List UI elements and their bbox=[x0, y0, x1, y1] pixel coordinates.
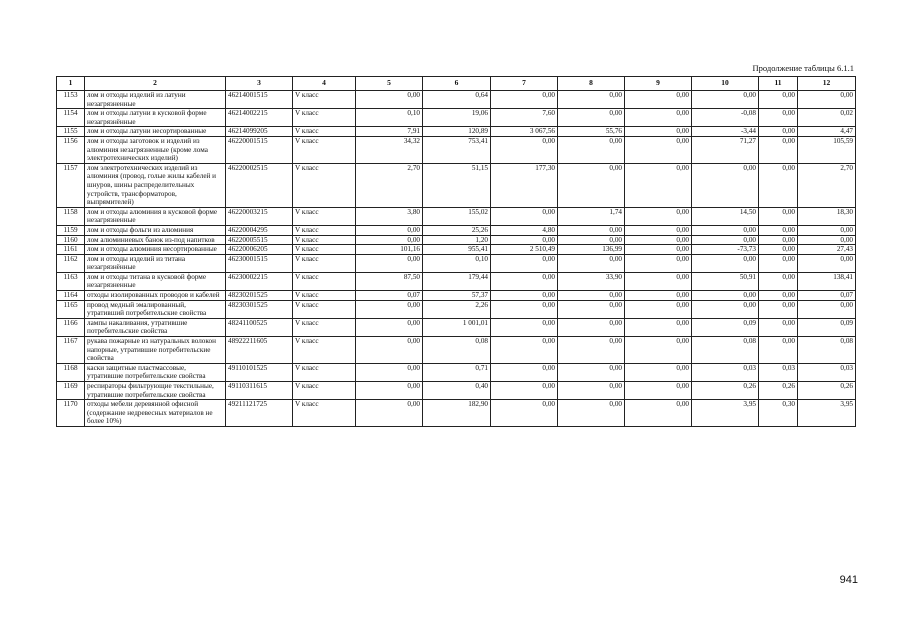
row-number: 1165 bbox=[57, 300, 85, 318]
value-cell: 87,50 bbox=[356, 272, 423, 290]
value-cell: 2 510,49 bbox=[491, 245, 558, 255]
value-cell: 34,32 bbox=[356, 136, 423, 163]
value-cell: 0,00 bbox=[759, 163, 798, 207]
waste-name: лом электротехнических изделий из алюминия (провод, голые жилы кабелей и шнуров, шины распределительных устройств, трансформаторов, выпрямителей) bbox=[85, 163, 226, 207]
waste-name: лом и отходы изделий из титана незагрязнённые bbox=[85, 254, 226, 272]
value-cell: 0,10 bbox=[423, 254, 491, 272]
value-cell: 120,89 bbox=[423, 127, 491, 137]
waste-name: лом и отходы изделий из латуни незагрязненные bbox=[85, 91, 226, 109]
waste-name: лом и отходы заготовок и изделий из алюминия незагрязненные (кроме лома электротехнических изделий) bbox=[85, 136, 226, 163]
hazard-class: V класс bbox=[293, 400, 356, 427]
value-cell: 955,41 bbox=[423, 245, 491, 255]
hazard-class: V класс bbox=[293, 291, 356, 301]
table-row bbox=[57, 207, 856, 225]
value-cell: 0,00 bbox=[558, 300, 625, 318]
value-cell: 0,00 bbox=[356, 225, 423, 235]
waste-code: 48230201525 bbox=[226, 291, 293, 301]
value-cell: 0,00 bbox=[692, 254, 759, 272]
value-cell: 2,70 bbox=[356, 163, 423, 207]
value-cell: 0,00 bbox=[558, 225, 625, 235]
value-cell: 18,30 bbox=[798, 207, 856, 225]
value-cell: 0,00 bbox=[759, 91, 798, 109]
value-cell: 0,00 bbox=[558, 400, 625, 427]
row-number: 1167 bbox=[57, 337, 85, 364]
value-cell: 0,00 bbox=[491, 337, 558, 364]
waste-name: лом и отходы алюминия несортированные bbox=[85, 245, 226, 255]
value-cell: 0,00 bbox=[759, 318, 798, 336]
value-cell: 0,00 bbox=[491, 300, 558, 318]
waste-name: лампы накаливания, утратившие потребительские свойства bbox=[85, 318, 226, 336]
value-cell: 0,00 bbox=[625, 225, 692, 235]
hazard-class: V класс bbox=[293, 207, 356, 225]
table-caption: Продолжение таблицы 6.1.1 bbox=[752, 63, 854, 73]
row-number: 1168 bbox=[57, 363, 85, 381]
waste-code: 46220006205 bbox=[226, 245, 293, 255]
value-cell: 138,41 bbox=[798, 272, 856, 290]
value-cell: 0,00 bbox=[625, 109, 692, 127]
hazard-class: V класс bbox=[293, 337, 356, 364]
waste-code: 48230301525 bbox=[226, 300, 293, 318]
value-cell: 19,06 bbox=[423, 109, 491, 127]
value-cell: 0,00 bbox=[625, 91, 692, 109]
value-cell: 0,00 bbox=[692, 91, 759, 109]
value-cell: 0,00 bbox=[558, 91, 625, 109]
waste-code: 46220004295 bbox=[226, 225, 293, 235]
column-header: 6 bbox=[423, 77, 491, 91]
waste-name: отходы изолированных проводов и кабелей bbox=[85, 291, 226, 301]
value-cell: 0,00 bbox=[491, 91, 558, 109]
value-cell: 0,00 bbox=[356, 235, 423, 245]
value-cell: 3 067,56 bbox=[491, 127, 558, 137]
table-body bbox=[57, 91, 856, 427]
value-cell: 4,80 bbox=[491, 225, 558, 235]
table-row bbox=[57, 235, 856, 245]
value-cell: 7,91 bbox=[356, 127, 423, 137]
value-cell: 0,00 bbox=[625, 363, 692, 381]
table-row bbox=[57, 337, 856, 364]
value-cell: 0,00 bbox=[625, 235, 692, 245]
value-cell: 0,00 bbox=[558, 363, 625, 381]
value-cell: 0,08 bbox=[798, 337, 856, 364]
value-cell: 0,00 bbox=[759, 272, 798, 290]
table-row bbox=[57, 300, 856, 318]
value-cell: 71,27 bbox=[692, 136, 759, 163]
value-cell: 57,37 bbox=[423, 291, 491, 301]
row-number: 1162 bbox=[57, 254, 85, 272]
hazard-class: V класс bbox=[293, 235, 356, 245]
value-cell: 7,60 bbox=[491, 109, 558, 127]
value-cell: 50,91 bbox=[692, 272, 759, 290]
waste-name: лом и отходы титана в кусковой форме незагрязненные bbox=[85, 272, 226, 290]
value-cell: 0,00 bbox=[625, 207, 692, 225]
waste-code: 46214002215 bbox=[226, 109, 293, 127]
value-cell: 0,00 bbox=[798, 300, 856, 318]
column-header: 12 bbox=[798, 77, 856, 91]
column-header: 8 bbox=[558, 77, 625, 91]
value-cell: 1 001,01 bbox=[423, 318, 491, 336]
column-header: 10 bbox=[692, 77, 759, 91]
value-cell: 1,74 bbox=[558, 207, 625, 225]
value-cell: 0,00 bbox=[491, 318, 558, 336]
value-cell: 0,00 bbox=[356, 363, 423, 381]
waste-code: 49110101525 bbox=[226, 363, 293, 381]
value-cell: 0,00 bbox=[356, 382, 423, 400]
value-cell: -0,08 bbox=[692, 109, 759, 127]
value-cell: 0,00 bbox=[759, 291, 798, 301]
waste-name: лом и отходы фольги из алюминия bbox=[85, 225, 226, 235]
value-cell: 0,00 bbox=[558, 254, 625, 272]
value-cell: 0,00 bbox=[759, 254, 798, 272]
waste-name: рукава пожарные из натуральных волокон напорные, утратившие потребительские свойства bbox=[85, 337, 226, 364]
table-row bbox=[57, 127, 856, 137]
value-cell: 0,00 bbox=[491, 291, 558, 301]
hazard-class: V класс bbox=[293, 225, 356, 235]
column-header: 2 bbox=[85, 77, 226, 91]
value-cell: 0,00 bbox=[491, 136, 558, 163]
table-row bbox=[57, 382, 856, 400]
table-row bbox=[57, 363, 856, 381]
waste-code: 46220003215 bbox=[226, 207, 293, 225]
value-cell: 0,00 bbox=[759, 245, 798, 255]
table-row bbox=[57, 272, 856, 290]
table-row bbox=[57, 254, 856, 272]
value-cell: 177,30 bbox=[491, 163, 558, 207]
value-cell: 182,90 bbox=[423, 400, 491, 427]
header-row bbox=[57, 77, 856, 91]
table-row bbox=[57, 91, 856, 109]
value-cell: 0,00 bbox=[558, 318, 625, 336]
column-header: 5 bbox=[356, 77, 423, 91]
value-cell: 0,00 bbox=[692, 235, 759, 245]
value-cell: 0,03 bbox=[759, 363, 798, 381]
hazard-class: V класс bbox=[293, 300, 356, 318]
hazard-class: V класс bbox=[293, 382, 356, 400]
value-cell: 0,26 bbox=[692, 382, 759, 400]
value-cell: 3,80 bbox=[356, 207, 423, 225]
column-header: 11 bbox=[759, 77, 798, 91]
waste-name: лом и отходы латуни несортированные bbox=[85, 127, 226, 137]
value-cell: 0,00 bbox=[759, 127, 798, 137]
waste-name: респираторы фильтрующие текстильные, утратившие потребительские свойства bbox=[85, 382, 226, 400]
value-cell: 0,00 bbox=[625, 136, 692, 163]
value-cell: 0,00 bbox=[625, 400, 692, 427]
value-cell: 27,43 bbox=[798, 245, 856, 255]
value-cell: 0,00 bbox=[798, 225, 856, 235]
value-cell: 179,44 bbox=[423, 272, 491, 290]
table-row bbox=[57, 109, 856, 127]
row-number: 1170 bbox=[57, 400, 85, 427]
value-cell: 0,00 bbox=[759, 235, 798, 245]
row-number: 1164 bbox=[57, 291, 85, 301]
waste-code: 46230001515 bbox=[226, 254, 293, 272]
column-header: 4 bbox=[293, 77, 356, 91]
value-cell: 0,26 bbox=[759, 382, 798, 400]
value-cell: 14,50 bbox=[692, 207, 759, 225]
row-number: 1160 bbox=[57, 235, 85, 245]
value-cell: -3,44 bbox=[692, 127, 759, 137]
data-table bbox=[56, 76, 856, 427]
value-cell: 0,30 bbox=[759, 400, 798, 427]
value-cell: 0,00 bbox=[491, 207, 558, 225]
value-cell: 0,00 bbox=[625, 127, 692, 137]
value-cell: 33,90 bbox=[558, 272, 625, 290]
value-cell: 0,00 bbox=[356, 318, 423, 336]
row-number: 1169 bbox=[57, 382, 85, 400]
value-cell: 0,00 bbox=[558, 382, 625, 400]
value-cell: 0,00 bbox=[798, 254, 856, 272]
page-number: 941 bbox=[839, 574, 858, 586]
value-cell: 0,03 bbox=[798, 363, 856, 381]
hazard-class: V класс bbox=[293, 245, 356, 255]
column-header: 1 bbox=[57, 77, 85, 91]
waste-name: провод медный эмалированный, утративший потребительские свойства bbox=[85, 300, 226, 318]
value-cell: 0,00 bbox=[558, 337, 625, 364]
row-number: 1158 bbox=[57, 207, 85, 225]
row-number: 1154 bbox=[57, 109, 85, 127]
value-cell: 0,00 bbox=[491, 235, 558, 245]
value-cell: 101,16 bbox=[356, 245, 423, 255]
value-cell: 0,07 bbox=[798, 291, 856, 301]
waste-name: отходы мебели деревянной офисной (содержание недревесных материалов не более 10%) bbox=[85, 400, 226, 427]
value-cell: 0,00 bbox=[692, 163, 759, 207]
value-cell: 3,95 bbox=[798, 400, 856, 427]
value-cell: 0,00 bbox=[491, 254, 558, 272]
value-cell: 2,70 bbox=[798, 163, 856, 207]
value-cell: 0,00 bbox=[625, 272, 692, 290]
value-cell: 0,00 bbox=[759, 337, 798, 364]
value-cell: 0,64 bbox=[423, 91, 491, 109]
value-cell: 136,99 bbox=[558, 245, 625, 255]
hazard-class: V класс bbox=[293, 163, 356, 207]
waste-code: 48922211605 bbox=[226, 337, 293, 364]
value-cell: 0,00 bbox=[798, 235, 856, 245]
row-number: 1156 bbox=[57, 136, 85, 163]
value-cell: 0,00 bbox=[759, 207, 798, 225]
value-cell: 0,00 bbox=[625, 163, 692, 207]
value-cell: 0,00 bbox=[356, 91, 423, 109]
value-cell: 0,08 bbox=[692, 337, 759, 364]
waste-name: лом алюминиевых банок из-под напитков bbox=[85, 235, 226, 245]
waste-name: лом и отходы латуни в кусковой форме незагрязнённые bbox=[85, 109, 226, 127]
waste-code: 49110311615 bbox=[226, 382, 293, 400]
value-cell: 0,00 bbox=[558, 235, 625, 245]
row-number: 1159 bbox=[57, 225, 85, 235]
waste-code: 46230002215 bbox=[226, 272, 293, 290]
table-row bbox=[57, 400, 856, 427]
value-cell: 0,00 bbox=[625, 245, 692, 255]
value-cell: 0,00 bbox=[692, 291, 759, 301]
value-cell: 0,02 bbox=[798, 109, 856, 127]
value-cell: -73,73 bbox=[692, 245, 759, 255]
value-cell: 0,00 bbox=[625, 254, 692, 272]
table-row bbox=[57, 136, 856, 163]
waste-code: 46220001515 bbox=[226, 136, 293, 163]
value-cell: 0,00 bbox=[798, 91, 856, 109]
value-cell: 51,15 bbox=[423, 163, 491, 207]
table-row bbox=[57, 245, 856, 255]
value-cell: 0,00 bbox=[356, 337, 423, 364]
row-number: 1163 bbox=[57, 272, 85, 290]
hazard-class: V класс bbox=[293, 91, 356, 109]
table-row bbox=[57, 291, 856, 301]
waste-name: каски защитные пластмассовые, утратившие потребительские свойства bbox=[85, 363, 226, 381]
hazard-class: V класс bbox=[293, 127, 356, 137]
hazard-class: V класс bbox=[293, 272, 356, 290]
hazard-class: V класс bbox=[293, 318, 356, 336]
value-cell: 0,00 bbox=[356, 400, 423, 427]
table-row bbox=[57, 318, 856, 336]
waste-code: 46220005515 bbox=[226, 235, 293, 245]
value-cell: 4,47 bbox=[798, 127, 856, 137]
waste-code: 48241100525 bbox=[226, 318, 293, 336]
value-cell: 0,71 bbox=[423, 363, 491, 381]
value-cell: 0,00 bbox=[491, 272, 558, 290]
hazard-class: V класс bbox=[293, 109, 356, 127]
value-cell: 155,02 bbox=[423, 207, 491, 225]
value-cell: 0,00 bbox=[356, 254, 423, 272]
row-number: 1153 bbox=[57, 91, 85, 109]
waste-code: 46214099205 bbox=[226, 127, 293, 137]
table-row bbox=[57, 225, 856, 235]
value-cell: 2,26 bbox=[423, 300, 491, 318]
value-cell: 0,00 bbox=[759, 136, 798, 163]
value-cell: 753,41 bbox=[423, 136, 491, 163]
value-cell: 0,00 bbox=[692, 300, 759, 318]
value-cell: 0,09 bbox=[798, 318, 856, 336]
value-cell: 1,20 bbox=[423, 235, 491, 245]
column-header: 3 bbox=[226, 77, 293, 91]
value-cell: 0,08 bbox=[423, 337, 491, 364]
value-cell: 0,00 bbox=[491, 400, 558, 427]
column-header: 9 bbox=[625, 77, 692, 91]
value-cell: 0,00 bbox=[558, 136, 625, 163]
row-number: 1155 bbox=[57, 127, 85, 137]
value-cell: 0,26 bbox=[798, 382, 856, 400]
value-cell: 0,00 bbox=[759, 225, 798, 235]
waste-code: 46214001515 bbox=[226, 91, 293, 109]
value-cell: 0,00 bbox=[625, 318, 692, 336]
hazard-class: V класс bbox=[293, 254, 356, 272]
value-cell: 0,09 bbox=[692, 318, 759, 336]
value-cell: 105,59 bbox=[798, 136, 856, 163]
value-cell: 0,00 bbox=[491, 363, 558, 381]
value-cell: 0,00 bbox=[625, 382, 692, 400]
value-cell: 0,03 bbox=[692, 363, 759, 381]
row-number: 1157 bbox=[57, 163, 85, 207]
waste-code: 46220002515 bbox=[226, 163, 293, 207]
hazard-class: V класс bbox=[293, 363, 356, 381]
value-cell: 0,10 bbox=[356, 109, 423, 127]
value-cell: 0,00 bbox=[759, 109, 798, 127]
value-cell: 0,00 bbox=[625, 300, 692, 318]
value-cell: 0,00 bbox=[558, 109, 625, 127]
value-cell: 55,76 bbox=[558, 127, 625, 137]
value-cell: 0,00 bbox=[625, 337, 692, 364]
waste-name: лом и отходы алюминия в кусковой форме незагрязненные bbox=[85, 207, 226, 225]
value-cell: 25,26 bbox=[423, 225, 491, 235]
value-cell: 0,07 bbox=[356, 291, 423, 301]
value-cell: 0,00 bbox=[759, 300, 798, 318]
value-cell: 0,00 bbox=[625, 291, 692, 301]
value-cell: 0,00 bbox=[356, 300, 423, 318]
value-cell: 0,00 bbox=[692, 225, 759, 235]
column-header: 7 bbox=[491, 77, 558, 91]
waste-code: 49211121725 bbox=[226, 400, 293, 427]
value-cell: 0,40 bbox=[423, 382, 491, 400]
value-cell: 3,95 bbox=[692, 400, 759, 427]
row-number: 1166 bbox=[57, 318, 85, 336]
value-cell: 0,00 bbox=[558, 291, 625, 301]
value-cell: 0,00 bbox=[558, 163, 625, 207]
row-number: 1161 bbox=[57, 245, 85, 255]
hazard-class: V класс bbox=[293, 136, 356, 163]
value-cell: 0,00 bbox=[491, 382, 558, 400]
table-row bbox=[57, 163, 856, 207]
